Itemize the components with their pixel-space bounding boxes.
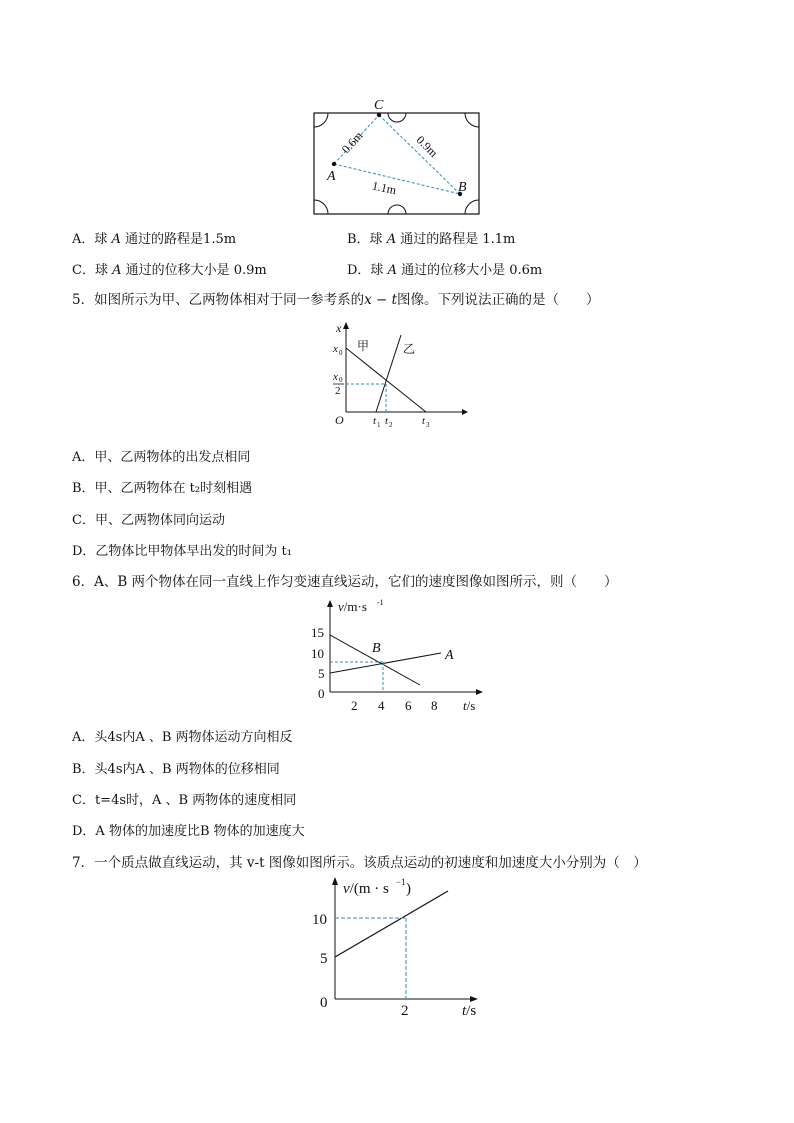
series-jia-label: 甲 bbox=[357, 339, 370, 353]
x-tick-6: 6 bbox=[405, 698, 412, 713]
xt-graph-figure bbox=[326, 318, 476, 433]
q5-option-d: D．乙物体比甲物体早出发的时间为 t₁ bbox=[72, 544, 292, 559]
series-a-line bbox=[330, 653, 441, 673]
q4-option-b: B．球 A 通过的路程是 1.1m bbox=[347, 232, 516, 247]
series-line bbox=[335, 891, 448, 957]
point-a bbox=[332, 162, 336, 166]
q5-option-b: B．甲、乙两物体在 t₂时刻相遇 bbox=[72, 481, 253, 496]
y-axis-label-exp: −1 bbox=[396, 877, 406, 887]
x-tick-2: 2 bbox=[401, 1003, 409, 1019]
y-axis-label: x bbox=[336, 321, 342, 335]
q6-stem: 6．A、B 两个物体在同一直线上作匀变速直线运动，它们的速度图像如图所示，则（ ） bbox=[72, 574, 618, 590]
y-tick-15: 15 bbox=[311, 625, 324, 640]
point-c bbox=[377, 113, 381, 117]
q7-stem: 7．一个质点做直线运动，其 v-t 图像如图所示。该质点运动的初速度和加速度大小分别为（ ） bbox=[72, 855, 647, 871]
x-axis-arrow bbox=[476, 689, 483, 695]
y-tick-half-num: x bbox=[333, 371, 338, 383]
path-ab bbox=[334, 164, 460, 194]
q5-stem: 5．如图所示为甲、乙两物体相对于同一参考系的x − t图像。下列说法正确的是（ ） bbox=[72, 292, 600, 308]
x-axis-label: t/s bbox=[462, 1003, 477, 1019]
x-tick-4: 4 bbox=[378, 698, 385, 713]
y-tick-x0: x bbox=[333, 343, 338, 355]
x-tick-2: 2 bbox=[351, 698, 358, 713]
series-yi-label: 乙 bbox=[403, 342, 416, 356]
x-tick-8: 8 bbox=[431, 698, 438, 713]
label-ac: 0.6m bbox=[338, 128, 366, 157]
q5-option-c: C．甲、乙两物体同向运动 bbox=[72, 513, 225, 528]
label-a: A bbox=[327, 169, 336, 184]
label-ab: 1.1m bbox=[370, 178, 398, 198]
origin-label: O bbox=[335, 413, 344, 427]
x-axis-label: t/s bbox=[463, 698, 476, 713]
x-tick-t1: t bbox=[373, 415, 377, 427]
y-axis-arrow bbox=[332, 877, 338, 885]
y-axis-label: v/m·s bbox=[338, 599, 367, 614]
x-tick-t3: t bbox=[422, 415, 426, 427]
label-cb: 0.9m bbox=[413, 132, 441, 160]
label-c: C bbox=[374, 98, 384, 113]
x-axis-arrow bbox=[462, 409, 468, 415]
y-tick-half-num-sub: 0 bbox=[339, 376, 343, 384]
series-yi-line bbox=[376, 335, 401, 412]
y-tick-5: 5 bbox=[320, 951, 328, 967]
y-tick-0: 0 bbox=[320, 995, 328, 1011]
pocket-top-right bbox=[465, 113, 479, 127]
y-tick-0: 0 bbox=[318, 686, 325, 701]
y-axis-label-exp: -1 bbox=[377, 598, 384, 607]
y-axis-arrow bbox=[327, 600, 333, 607]
x-tick-t1-sub: 1 bbox=[377, 421, 381, 429]
y-tick-x0-sub: 0 bbox=[339, 349, 343, 357]
x-tick-t2: t bbox=[385, 415, 389, 427]
q6-option-a: A．头4s内A 、B 两物体运动方向相反 bbox=[72, 730, 293, 745]
y-tick-half-den: 2 bbox=[335, 385, 341, 397]
pocket-top-middle bbox=[388, 113, 406, 122]
vt-graph-q6-figure bbox=[300, 598, 500, 716]
q4-option-c: C．球 A 通过的位移大小是 0.9m bbox=[72, 263, 267, 278]
q6-option-d: D．A 物体的加速度比B 物体的加速度大 bbox=[72, 824, 305, 839]
series-b-label: B bbox=[372, 641, 381, 656]
table-border bbox=[314, 113, 479, 214]
y-axis-arrow bbox=[343, 322, 349, 329]
y-tick-10: 10 bbox=[312, 912, 327, 928]
y-tick-5: 5 bbox=[318, 666, 325, 681]
y-axis-label: v/(m · s bbox=[343, 881, 389, 897]
q6-option-b: B．头4s内A 、B 两物体的位移相同 bbox=[72, 762, 280, 777]
x-tick-t3-sub: 3 bbox=[426, 421, 430, 429]
x-tick-t2-sub: 2 bbox=[389, 421, 393, 429]
y-tick-10: 10 bbox=[311, 646, 324, 661]
pocket-bottom-left bbox=[314, 200, 328, 214]
billiard-table-figure bbox=[300, 95, 500, 225]
series-a-label: A bbox=[445, 648, 454, 663]
label-b: B bbox=[458, 180, 467, 195]
x-axis-arrow bbox=[470, 996, 478, 1002]
pocket-top-left bbox=[314, 113, 328, 127]
q4-option-a: A．球 A 通过的路程是1.5m bbox=[72, 232, 237, 247]
y-axis-label-close: ) bbox=[406, 881, 411, 897]
vt-graph-q7-figure bbox=[310, 874, 490, 1022]
q6-option-c: C．t=4s时，A 、B 两物体的速度相同 bbox=[72, 793, 297, 808]
pocket-bottom-middle bbox=[388, 205, 406, 214]
q5-option-a: A．甲、乙两物体的出发点相同 bbox=[72, 450, 251, 465]
q4-option-d: D．球 A 通过的位移大小是 0.6m bbox=[347, 263, 543, 278]
pocket-bottom-right bbox=[465, 200, 479, 214]
